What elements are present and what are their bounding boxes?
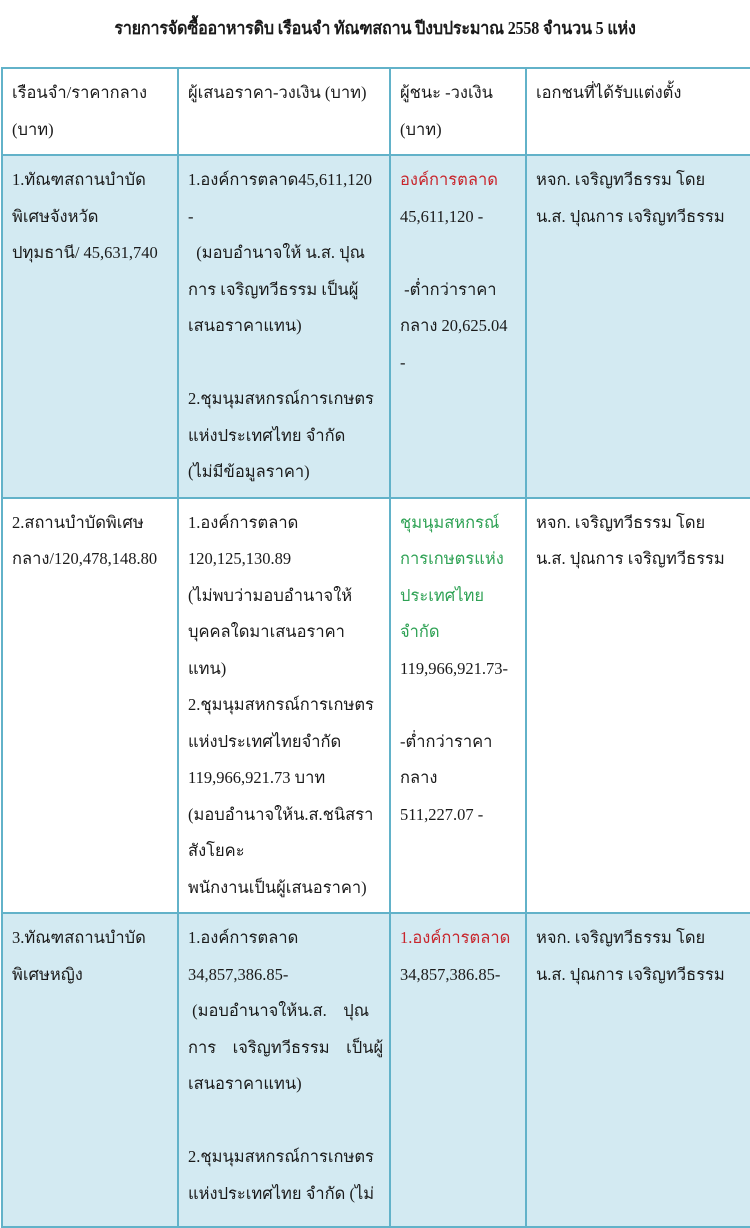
bidder-text: 1.องค์การตลาด <box>188 512 299 532</box>
bidder-text: (มอบอำนาจให้ น.ส. ปุณ <box>188 243 365 262</box>
header-row <box>2 68 750 155</box>
bidder-text: (ไม่มีข้อมูลราคา) <box>188 462 310 481</box>
prison-text: พิเศษจังหวัด <box>12 206 99 226</box>
prison-cell <box>2 913 178 1227</box>
header-appointed-agent <box>526 68 750 155</box>
bidder-text: การ เจริญทวีธรรม เป็นผู้ <box>188 1037 384 1057</box>
below-median-text: - <box>400 352 406 372</box>
bidders-cell <box>178 913 390 1227</box>
bidder-text: - <box>188 206 194 226</box>
below-median-text: 511,227.07 - <box>400 804 484 824</box>
prison-text: 3.ทัณฑสถานบำบัด <box>12 928 146 947</box>
prison-text: ปทุมธานี/ 45,631,740 <box>12 243 158 262</box>
winner-name: ชุมนุมสหกรณ์ <box>400 512 500 532</box>
bidder-text: 119,966,921.73 บาท <box>188 768 326 787</box>
agent-text: น.ส. ปุณการ เจริญทวีธรรม <box>536 206 725 226</box>
bidder-text: (มอบอำนาจให้น.ส.ชนิสรา <box>188 804 374 824</box>
winner-name: 1.องค์การตลาด <box>400 928 511 947</box>
header-bidders-amount <box>178 68 390 155</box>
header-text: (บาท) <box>12 119 54 139</box>
header-prison-median-price <box>2 68 178 155</box>
winner-amount: 119,966,921.73- <box>400 658 509 678</box>
header-winner-amount <box>390 68 526 155</box>
bidder-text: 2.ชุมนุมสหกรณ์การเกษตร <box>188 695 374 714</box>
agent-cell <box>526 913 750 1227</box>
bidders-cell <box>178 155 390 498</box>
bidder-text: แห่งประเทศไทย จำกัด <box>188 425 346 445</box>
prison-cell <box>2 155 178 498</box>
agent-text: หจก. เจริญทวีธรรม โดย <box>536 170 706 189</box>
bidder-text: เสนอราคาแทน) <box>188 316 302 335</box>
bidder-text: แทน) <box>188 658 227 678</box>
procurement-table <box>1 67 750 1228</box>
winner-amount: 45,611,120 - <box>400 206 484 226</box>
table-row <box>2 155 750 498</box>
below-median-text: กลาง 20,625.04 <box>400 316 508 335</box>
agent-cell <box>526 498 750 914</box>
bidder-text: 1.องค์การตลาด <box>188 928 299 947</box>
document-title: รายการจัดซื้ออาหารดิบ เรือนจำ ทัณฑสถาน ปีงบประมาณ 2558 จำนวน 5 แห่ง <box>114 18 636 38</box>
bidder-text: การ เจริญทวีธรรม เป็นผู้ <box>188 279 359 299</box>
prison-text: 1.ทัณฑสถานบำบัด <box>12 170 146 189</box>
below-median-text: -ต่ำกว่าราคา <box>400 731 493 751</box>
header-text: ผู้ชนะ -วงเงิน <box>400 83 493 102</box>
prison-cell <box>2 498 178 914</box>
below-median-text: กลาง <box>400 768 438 787</box>
bidder-text: (ไม่พบว่ามอบอำนาจให้ <box>188 585 353 605</box>
agent-text: หจก. เจริญทวีธรรม โดย <box>536 512 706 532</box>
spacer <box>188 345 381 382</box>
winner-cell <box>390 913 526 1227</box>
winner-cell <box>390 498 526 914</box>
prison-text: กลาง/120,478,148.80 <box>12 549 158 568</box>
bidder-text: แห่งประเทศไทยจำกัด <box>188 731 342 751</box>
agent-cell <box>526 155 750 498</box>
bidders-cell <box>178 498 390 914</box>
agent-text: หจก. เจริญทวีธรรม โดย <box>536 928 706 947</box>
prison-text: พิเศษหญิง <box>12 964 83 984</box>
winner-name: องค์การตลาด <box>400 170 498 189</box>
bidder-text: พนักงานเป็นผู้เสนอราคา) <box>188 877 367 897</box>
winner-cell <box>390 155 526 498</box>
bidder-text: 2.ชุมนุมสหกรณ์การเกษตร <box>188 1147 374 1166</box>
bidder-text: แห่งประเทศไทย จำกัด (ไม่ <box>188 1183 375 1203</box>
header-text: ผู้เสนอราคา-วงเงิน (บาท) <box>188 83 367 102</box>
spacer <box>400 687 517 724</box>
winner-name: ประเทศไทย <box>400 585 485 605</box>
spacer <box>400 235 517 272</box>
prison-text: 2.สถานบำบัดพิเศษ <box>12 512 144 532</box>
header-text: เรือนจำ/ราคากลาง <box>12 83 148 102</box>
below-median-text: -ต่ำกว่าราคา <box>400 279 497 299</box>
bidder-text: บุคคลใดมาเสนอราคา <box>188 622 345 641</box>
bidder-text: (มอบอำนาจให้น.ส. ปุณ <box>188 1001 370 1020</box>
agent-text: น.ส. ปุณการ เจริญทวีธรรม <box>536 549 725 568</box>
bidder-text: สังโยคะ <box>188 841 245 860</box>
agent-text: น.ส. ปุณการ เจริญทวีธรรม <box>536 964 725 984</box>
winner-amount: 34,857,386.85- <box>400 964 501 984</box>
table-row <box>2 498 750 914</box>
winner-name: จำกัด <box>400 622 440 641</box>
bidder-text: 34,857,386.85- <box>188 964 289 984</box>
winner-name: การเกษตรแห่ง <box>400 549 504 568</box>
bidder-text: เสนอราคาแทน) <box>188 1074 302 1093</box>
bidder-text: 1.องค์การตลาด45,611,120 <box>188 170 372 189</box>
header-text: เอกชนที่ได้รับแต่งตั้ง <box>536 83 682 102</box>
bidder-text: 2.ชุมนุมสหกรณ์การเกษตร <box>188 389 374 408</box>
spacer <box>188 1103 381 1140</box>
table-row <box>2 913 750 1227</box>
header-text: (บาท) <box>400 119 442 139</box>
bidder-text: 120,125,130.89 <box>188 549 292 568</box>
